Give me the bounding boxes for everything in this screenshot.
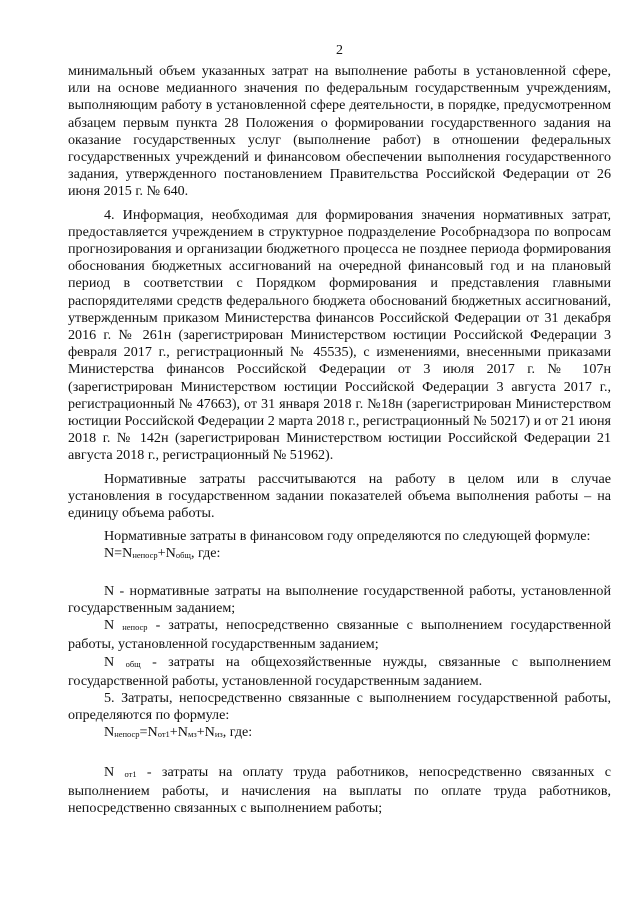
formula-part: +N — [196, 724, 215, 741]
formula-total-costs — [104, 545, 611, 564]
definition-subscript: непоср — [122, 622, 148, 633]
definition-symbol: N — [104, 617, 115, 634]
paragraph-continuation: минимальный объем указанных затрат на выполнение работы в установленной сфере, или на основе медианного значения по федеральным государственным учреждениям, выполняющим работу в установленной сфере деятельности, в порядке, предусмотренном абзацем первым пункта 28 Положения о формировании государственного задания на оказание государственных услуг (выполнение работ) в отношении федеральных государственных учреждений и финансовом обеспечении выполнения государственного задания, утвержденного постановлением Правительства Российской Федерации от 26 июня 2015 г. № 640. — [68, 63, 611, 200]
page-number: 2 — [336, 43, 343, 58]
definition-n-obsch — [68, 654, 611, 690]
document-page — [68, 42, 611, 817]
definition-symbol: N — [104, 763, 115, 780]
definition-n-neposr — [68, 617, 611, 653]
paragraph-formula-intro: Нормативные затраты в финансовом году определяются по следующей формуле: — [104, 528, 591, 545]
paragraph-item-5: 5. Затраты, непосредственно связанные с выполнением государственной работы, определяются по формуле: — [68, 689, 611, 724]
formula-tail: , где: — [222, 724, 253, 741]
definition-n-ot1 — [68, 764, 611, 818]
paragraph-item-4: 4. Информация, необходимая для формирования значения нормативных затрат, предоставляется учреждением в структурное подразделение Рособрнадзора по вопросам прогнозирования и организации бюджетного процесса не позднее периода формирования обоснования бюджетных ассигнований на очередной финансовый год и на плановый период в соответствии с Порядком формирования и представления главными распорядителями средств федерального бюджета обоснований бюджетных ассигнований, утвержденным приказом Министерства финансов Российской Федерации от 31 декабря 2016 г. № 261н (зарегистрирован Министерством юстиции Российской Федерации 3 февраля 2017 г., регистрационный № 45535), с изменениями, внесенными приказами Министерства финансов Российской Федерации от 3 июля 2017 г. № 107н (зарегистрирован Министерством юстиции Российской Федерации 3 августа 2017 г., регистрационный № 47663), от 31 января 2018 г. №18н (зарегистрирован Министерством юстиции Российской Федерации 2 марта 2018 г., регистрационный № 50217) и от 21 июня 2018 г. № 142н (зарегистрирован Министерством юстиции Российской Федерации 21 августа 2018 г., регистрационный № 51962). — [68, 206, 611, 464]
paragraph-normative-costs: Нормативные затраты рассчитываются на работу в целом или в случае установления в государственном задании показателей объема выполнения работы – на единицу объема работы. — [68, 470, 611, 522]
formula-tail: , где: — [190, 545, 221, 562]
formula-part: =N — [139, 724, 158, 741]
formula-subscript: непоср — [132, 550, 158, 561]
formula-part: +N — [169, 724, 188, 741]
definition-text: - затраты на общехозяйственные нужды, связанные с выполнением государственной работы, установленной государственным заданием. — [68, 653, 611, 689]
formula-subscript: общ — [175, 550, 191, 561]
definition-subscript: от1 — [124, 768, 137, 779]
formula-subscript: непоср — [114, 729, 140, 740]
formula-direct-costs — [104, 724, 611, 743]
formula-subscript: из — [214, 729, 223, 740]
definition-subscript: общ — [125, 658, 141, 669]
formula-subscript: от1 — [157, 729, 170, 740]
definition-n: N - нормативные затраты на выполнение государственной работы, установленной государственным заданием; — [68, 582, 611, 616]
formula-subscript: мз — [187, 729, 197, 740]
formula-part: +N — [157, 545, 176, 562]
formula-part: N — [104, 724, 115, 741]
definition-symbol: N — [104, 653, 115, 670]
formula-part: N=N — [104, 545, 133, 562]
definition-text: - затраты на оплату труда работников, непосредственно связанных с выполнением работы, и начисления на выплаты по оплате труда работников, непосредственно связанных с выполнением работы; — [68, 763, 611, 816]
definition-text: - затраты, непосредственно связанные с выполнением государственной работы, установленной государственным заданием; — [68, 617, 611, 653]
